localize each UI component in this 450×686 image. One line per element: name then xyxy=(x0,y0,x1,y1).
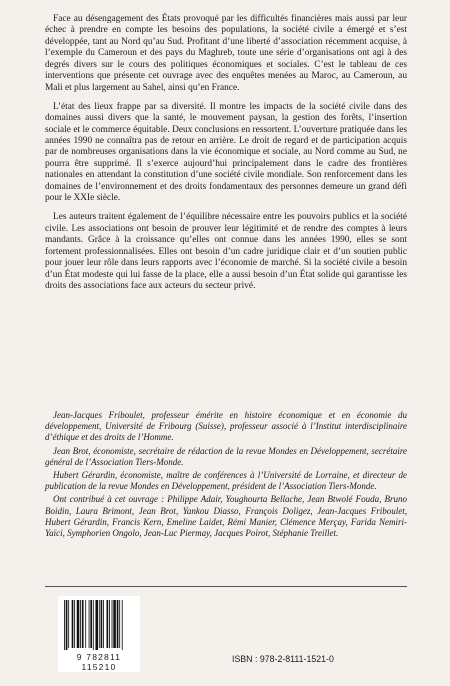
barcode-bar xyxy=(80,600,81,648)
barcode-bar xyxy=(74,600,75,648)
barcode-bar xyxy=(93,600,94,650)
barcode-bar xyxy=(101,600,103,648)
summary-paragraph-1: Face au désengagement des États provoqué par les difficultés financières mais aussi par leur échec à prendre en compte les besoins des populations, la société civile a émergé et s’est développée, tant au Nord qu’au Sud. Profitant d’une liberté d’association récemment acquise, à l’exemple du Cameroun et des pays du Maghreb, toute une série d’organisations ont agi à des degrés divers sur le cours des politiques économiques et sociales. C’est le tableau de ces interventions que présente cet ouvrage avec des enquêtes menées au Maroc, au Cameroun, au Mali et plus largement au Sahel, ainsi qu’en France. xyxy=(45,14,407,93)
barcode-bar xyxy=(117,600,119,648)
barcode-bar xyxy=(89,600,90,648)
barcode-bars xyxy=(64,600,134,650)
barcode-bar xyxy=(109,600,110,648)
barcode-bar xyxy=(119,600,120,648)
barcode-bar xyxy=(68,600,69,648)
barcode-bar xyxy=(90,600,92,648)
barcode-bar xyxy=(99,600,100,648)
barcode-bar xyxy=(77,600,80,648)
barcode-bar xyxy=(107,600,109,648)
summary-text xyxy=(45,14,407,292)
barcode-bar xyxy=(95,600,98,650)
barcode-bar xyxy=(72,600,74,648)
barcode-bar xyxy=(66,600,68,650)
barcode-bar xyxy=(113,600,116,648)
credit-friboulet: Jean-Jacques Friboulet, professeur émérite en histoire économique et en économie du développement, Université de Fribourg (Suisse), professeur associé à l’Institut interdisciplinaire d’éthique et des droits de l’Homme. xyxy=(45,410,407,443)
barcode-bar xyxy=(85,600,86,648)
isbn-label: ISBN : 978-2-8111-1521-0 xyxy=(232,654,334,664)
credit-gerardin: Hubert Gérardin, économiste, maître de conférences à l’Université de Lorraine, et directeur de publication de la revue Mondes en Développement, président de l’Association Tiers-Monde. xyxy=(45,470,407,492)
barcode-bar xyxy=(103,600,104,648)
barcode-bar xyxy=(112,600,113,648)
barcode xyxy=(58,596,140,672)
barcode-bar xyxy=(64,600,65,650)
credit-contributors: Ont contribué à cet ouvrage : Philippe Adair, Youghourta Bellache, Jean Btwolé Fouda, Bruno Boidin, Laura Brimont, Jean Brot, Yankou Diasso, François Doligez, Jean-Jacques Friboulet, Hubert Gérardin, Francis Kern, Emeline Laidet, Rémi Manier, Clémence Merçay, Farida Nemiri-Yaïci, Symphorien Ongolo, Jean-Luc Piermay, Jacques Poirot, Stéphanie Treillet. xyxy=(45,494,407,539)
credit-brot: Jean Brot, économiste, secrétaire de rédaction de la revue Mondes en Développement, secrétaire général de l’Association Tiers-Monde. xyxy=(45,445,407,467)
author-credits xyxy=(45,410,407,539)
barcode-bar xyxy=(82,600,84,648)
divider-line xyxy=(45,586,407,587)
barcode-number: 9 782811 115210 xyxy=(76,652,122,672)
summary-paragraph-3: Les auteurs traitent également de l’équilibre nécessaire entre les pouvoirs publics et la société civile. Les associations ont besoin de prouver leur légitimité et de rendre des comptes à leurs mandants. Grâce à la croissance qu’elles ont connue dans les années 1990, elles se sont fortement professionnalisées. Elles ont besoin d’un cadre juridique clair et d’un soutien public pour jouer leur rôle dans leurs rapports avec l’économie de marché. Si la société civile a besoin d’un État modeste qui lui fasse de la place, elle a aussi besoin d’un État solide qui garantisse les droits des associations face aux acteurs du secteur privé. xyxy=(45,212,407,291)
summary-paragraph-2: L’état des lieux frappe par sa diversité. Il montre les impacts de la société civile dans des domaines aussi divers que la santé, le mouvement paysan, la gestion des forêts, l’insertion sociale et le commerce équitable. Deux conclusions en ressortent. L’ouverture pratiquée dans les années 1990 ne connaîtra pas de retour en arrière. Le droit de regard et de participation acquis par de nombreuses organisations dans la vie économique et sociale, au Nord comme au Sud, ne pourra être supprimé. Il s’exerce aujourd’hui principalement dans le cadre des frontières nationales en attendant la constitution d’une société civile mondiale. Son renforcement dans les domaines de l’environnement et des droits fondamentaux des personnes demeure un grand défi pour le XXIe siècle. xyxy=(45,101,407,204)
barcode-bar xyxy=(122,600,123,650)
